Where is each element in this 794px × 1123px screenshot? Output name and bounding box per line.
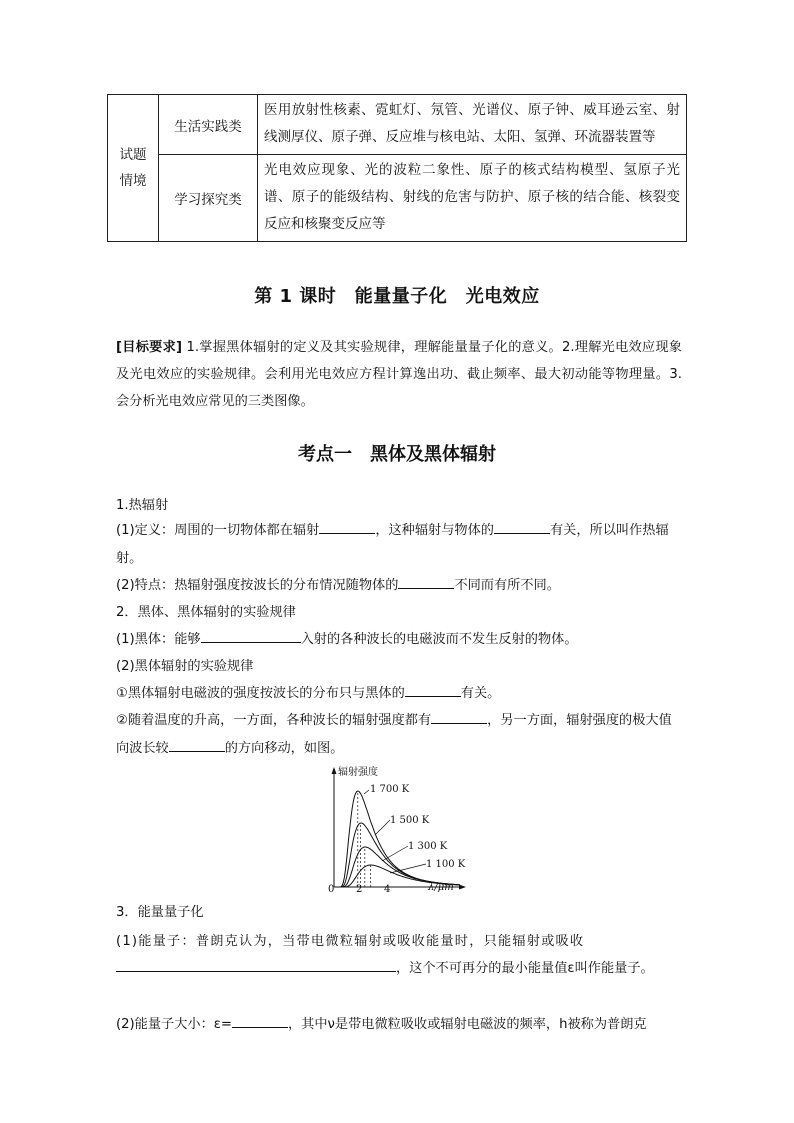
text: ，这个不可再分的最小能量值ε叫作能量子。	[396, 961, 654, 976]
table-row	[108, 95, 687, 155]
text: 入射的各种波长的电磁波而不发生反射的物体。	[300, 632, 578, 647]
text: (1)黑体：能够	[116, 632, 201, 647]
text: (2)特点：热辐射强度按波长的分布情况随物体的	[116, 578, 399, 593]
definition-paragraph	[116, 517, 682, 573]
context-table	[107, 94, 687, 242]
fill-blank[interactable]	[169, 737, 225, 752]
row-category: 学习探究类	[159, 155, 258, 242]
context-header: 试题 情境	[108, 95, 159, 242]
label-leader	[375, 820, 390, 835]
fill-blank[interactable]	[201, 628, 301, 643]
text: ，这种辐射与物体的	[375, 523, 494, 538]
x-tick-label: 0	[328, 884, 335, 895]
table-row	[108, 155, 687, 242]
series-label: 1 100 K	[426, 859, 466, 870]
fill-blank[interactable]	[431, 709, 487, 724]
label-leader	[364, 790, 369, 794]
rule-two	[116, 707, 682, 763]
text: ，另一方面，辐射强度的极大值向波长较	[116, 713, 672, 756]
fill-blank[interactable]	[405, 682, 461, 697]
energy-quantum-size	[116, 1011, 682, 1039]
fill-blank[interactable]	[319, 519, 375, 534]
text: (1)定义：周围的一切物体都在辐射	[116, 523, 320, 538]
feature-paragraph	[116, 572, 682, 600]
lesson-title: 第 1 课时 能量量子化 光电效应	[254, 286, 540, 307]
energy-quantum-paragraph	[116, 928, 682, 956]
series-label: 1 700 K	[370, 784, 410, 795]
series-label: 1 500 K	[390, 815, 430, 826]
y-axis-label: 辐射强度	[338, 767, 378, 778]
series-label: 1 300 K	[408, 841, 448, 852]
heading-quantization: 3．能量量子化	[116, 905, 204, 920]
blackbody-definition	[116, 626, 682, 654]
x-axis-arrow	[459, 885, 466, 890]
series-line	[341, 823, 460, 887]
text: (1)能量子：普朗克认为，当带电微粒辐射或吸收能量时，只能辐射或吸收	[116, 934, 585, 949]
learning-goals	[116, 334, 682, 415]
y-axis-arrow	[332, 767, 337, 774]
text: 不同而有所不同。	[454, 578, 560, 593]
fill-blank[interactable]	[494, 519, 550, 534]
section-title: 考点一 黑体及黑体辐射	[298, 444, 496, 465]
goals-tag: [目标要求]	[116, 340, 183, 355]
text: 有关。	[460, 686, 501, 701]
fill-blank[interactable]	[232, 1013, 288, 1028]
text: 有关，所以叫作热辐射。	[116, 523, 669, 566]
text: ，其中ν是带电微粒吸收或辐射电磁波的频率，h被称为普朗克	[287, 1017, 647, 1032]
goals-text: 1.掌握黑体辐射的定义及其实验规律，理解能量量子化的意义。2.理解光电效应现象及光电效应的实验规律。会利用光电效应方程计算逸出功、截止频率、最大初动能等物理量。3.会分析光电效应常见的三类图像。	[116, 340, 682, 409]
row-content: 医用放射性核素、霓虹灯、氖管、光谱仪、原子钟、威耳逊云室、射线测厚仪、原子弹、反应堆与核电站、太阳、氢弹、环流器装置等	[258, 95, 687, 155]
heading-thermal-radiation: 1.热辐射	[116, 498, 169, 513]
text: (2)能量子大小：ε=	[116, 1017, 232, 1032]
x-tick-label: 2	[356, 884, 363, 895]
row-content: 光电效应现象、光的波粒二象性、原子的核式结构模型、氢原子光谱、原子的能级结构、射线的危害与防护、原子核的结合能、核裂变反应和核聚变反应等	[258, 155, 687, 242]
text: ①黑体辐射电磁波的强度按波长的分布只与黑体的	[116, 686, 405, 701]
fill-blank[interactable]	[398, 574, 454, 589]
fill-blank[interactable]	[116, 957, 396, 972]
x-axis-label: λ/μm	[428, 882, 454, 893]
x-tick-label: 4	[384, 884, 391, 895]
row-category: 生活实践类	[159, 95, 258, 155]
blackbody-rules-heading: (2)黑体辐射的实验规律	[116, 659, 254, 674]
rule-one	[116, 680, 682, 708]
blackbody-chart	[320, 765, 470, 895]
text: ②随着温度的升高，一方面，各种波长的辐射强度都有	[116, 713, 432, 728]
label-leader	[382, 846, 408, 861]
energy-quantum-paragraph-cont	[116, 955, 682, 983]
text: 的方向移动，如图。	[224, 741, 344, 756]
heading-blackbody: 2．黑体、黑体辐射的实验规律	[116, 605, 296, 620]
